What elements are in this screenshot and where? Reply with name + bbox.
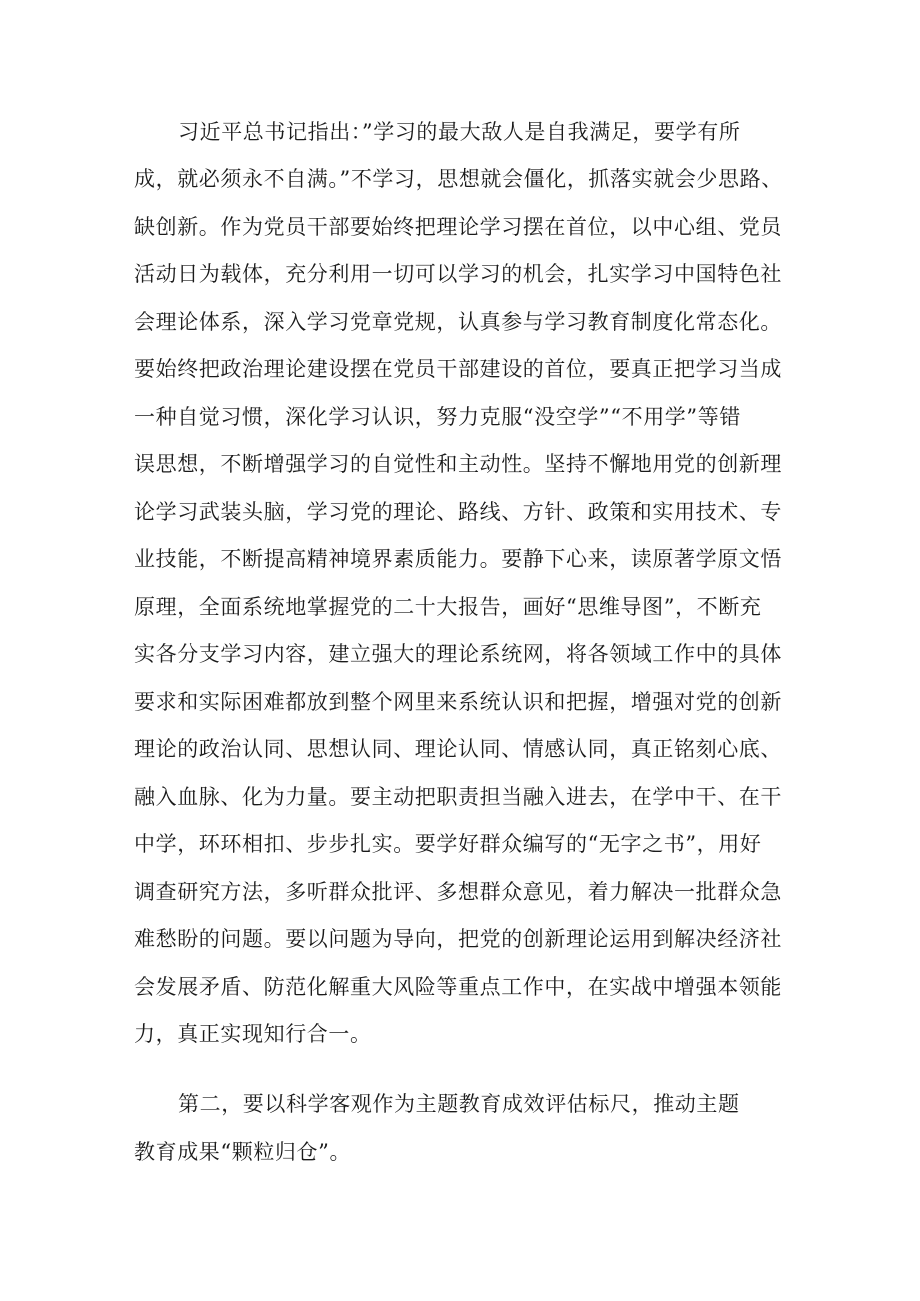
text-line: 论学习武装头脑，学习党的理论、路线、方针、政策和实用技术、专 — [134, 500, 782, 524]
text-line: 理论的政治认同、思想认同、理论认同、情感认同，真正铭刻心底、 — [134, 737, 782, 761]
text-line: 力，真正实现知行合一。 — [134, 1022, 372, 1046]
text-line: 教育成果“颗粒归仓”。 — [134, 1140, 352, 1164]
text-line: 难愁盼的问题。要以问题为导向，把党的创新理论运用到解决经济社 — [134, 927, 782, 951]
text-line: 会发展矛盾、防范化解重大风险等重点工作中，在实战中增强本领能 — [134, 975, 782, 999]
text-line: 缺创新。作为党员干部要始终把理论学习摆在首位，以中心组、党员 — [134, 215, 782, 239]
text-line: 第二，要以科学客观作为主题教育成效评估标尺，推动主题 — [178, 1092, 740, 1116]
text-line: 要求和实际困难都放到整个网里来系统认识和把握，增强对党的创新 — [134, 690, 782, 714]
text-line: 会理论体系，深入学习党章党规，认真参与学习教育制度化常态化。 — [134, 310, 782, 334]
text-line: 原理，全面系统地掌握党的二十大报告，画好“思维导图”，不断充 — [134, 595, 762, 619]
text-line: 实各分支学习内容，建立强大的理论系统网，将各领域工作中的具体 — [134, 642, 782, 666]
text-line: 融入血脉、化为力量。要主动把职责担当融入进去，在学中干、在干 — [134, 785, 782, 809]
text-line: 活动日为载体，充分利用一切可以学习的机会，扎实学习中国特色社 — [134, 262, 782, 286]
text-line: 成，就必须永不自满。”不学习，思想就会僵化，抓落实就会少思路、 — [134, 167, 783, 191]
text-line: 习近平总书记指出：”学习的最大敌人是自我满足，要学有所 — [178, 120, 741, 144]
text-line: 要始终把政治理论建设摆在党员干部建设的首位，要真正把学习当成 — [134, 357, 782, 381]
text-line: 一种自觉习惯，深化学习认识，努力克服“没空学”“不用学”等错 — [134, 405, 741, 429]
text-line: 调查研究方法，多听群众批评、多想群众意见，着力解决一批群众急 — [134, 880, 782, 904]
text-line: 中学，环环相扣、步步扎实。要学好群众编写的“无字之书”，用好 — [134, 832, 762, 856]
text-line: 业技能，不断提高精神境界素质能力。要静下心来，读原著学原文悟 — [134, 547, 782, 571]
text-line: 误思想，不断增强学习的自觉性和主动性。坚持不懈地用党的创新理 — [134, 452, 782, 476]
